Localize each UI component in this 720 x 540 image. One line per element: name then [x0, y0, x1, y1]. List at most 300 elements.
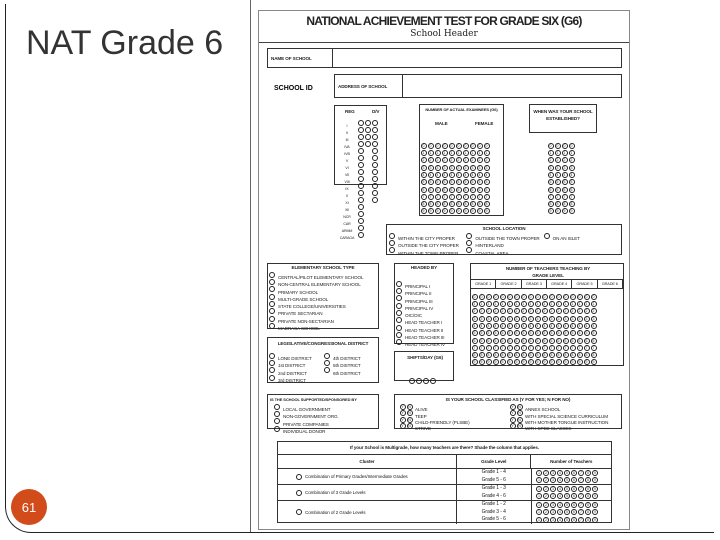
answer-bubble[interactable]: 2 [428, 157, 434, 163]
answer-bubble[interactable]: 9 [592, 486, 598, 492]
answer-bubble[interactable]: 7 [549, 345, 555, 351]
answer-bubble[interactable]: 5 [577, 330, 583, 336]
bubble-row[interactable] [536, 501, 612, 509]
bubble-row[interactable] [420, 149, 490, 156]
answer-bubble[interactable]: 9 [479, 359, 485, 365]
answer-bubble[interactable]: 9 [535, 359, 541, 365]
answer-bubble[interactable]: 9 [521, 359, 527, 365]
answer-bubble[interactable]: 3 [550, 477, 556, 483]
answer-bubble[interactable]: 8 [442, 201, 448, 207]
answer-bubble[interactable]: 4 [548, 172, 554, 178]
bubble-row[interactable] [471, 315, 597, 322]
answer-bubble[interactable]: 2 [477, 157, 483, 163]
answer-bubble[interactable]: 7 [477, 194, 483, 200]
answer-bubble[interactable]: 1 [507, 301, 513, 307]
answer-bubble[interactable]: 9 [463, 208, 469, 214]
region-bubble[interactable] [358, 204, 364, 210]
bubble-row[interactable] [471, 351, 597, 358]
answer-bubble[interactable]: 6 [571, 486, 577, 492]
answer-bubble[interactable]: 3 [550, 493, 556, 499]
answer-bubble[interactable]: 4 [421, 172, 427, 178]
answer-bubble[interactable]: 7 [584, 345, 590, 351]
option-item[interactable] [389, 247, 466, 254]
answer-bubble[interactable]: 0 [477, 143, 483, 149]
answer-bubble[interactable]: 7 [578, 517, 584, 523]
bubble-row[interactable] [536, 493, 612, 501]
answer-bubble[interactable]: 4 [591, 323, 597, 329]
no-bubble[interactable]: N [408, 405, 411, 409]
answer-bubble[interactable]: 6 [571, 493, 577, 499]
answer-bubble[interactable]: 2 [542, 308, 548, 314]
bubble-row[interactable] [420, 164, 490, 171]
region-bubble[interactable] [358, 197, 364, 203]
answer-bubble[interactable]: 8 [493, 352, 499, 358]
answer-bubble[interactable]: 1 [421, 150, 427, 156]
answer-bubble[interactable]: 7 [479, 345, 485, 351]
answer-bubble[interactable]: 6 [477, 187, 483, 193]
answer-bubble[interactable]: 1 [591, 301, 597, 307]
answer-bubble[interactable]: 4 [486, 323, 492, 329]
answer-bubble[interactable]: 1 [577, 301, 583, 307]
answer-bubble[interactable]: 1 [528, 301, 534, 307]
answer-bubble[interactable]: 9 [548, 208, 554, 214]
answer-bubble[interactable]: 0 [563, 294, 569, 300]
answer-bubble[interactable]: 2 [543, 517, 549, 523]
bubble-row[interactable] [547, 208, 575, 215]
option-item[interactable] [396, 324, 445, 331]
answer-bubble[interactable]: 5 [563, 330, 569, 336]
answer-bubble[interactable]: 3 [550, 486, 556, 492]
answer-bubble[interactable]: 1 [536, 509, 542, 515]
answer-bubble[interactable]: 0 [500, 294, 506, 300]
answer-bubble[interactable]: 8 [556, 352, 562, 358]
answer-bubble[interactable]: 7 [578, 486, 584, 492]
answer-bubble[interactable]: 7 [528, 345, 534, 351]
bubble-row[interactable] [471, 359, 597, 366]
answer-bubble[interactable]: 3 [500, 316, 506, 322]
answer-bubble[interactable]: 2 [591, 308, 597, 314]
bubble-row[interactable] [536, 509, 612, 517]
option-item[interactable] [396, 331, 445, 341]
answer-bubble[interactable]: 0 [514, 294, 520, 300]
answer-bubble[interactable]: 4 [570, 323, 576, 329]
division-bubble[interactable] [372, 127, 378, 133]
bubble-row[interactable] [536, 477, 612, 485]
division-bubble[interactable] [372, 190, 378, 196]
answer-bubble[interactable]: 7 [428, 194, 434, 200]
answer-bubble[interactable]: 7 [493, 345, 499, 351]
answer-bubble[interactable]: 9 [592, 502, 598, 508]
answer-bubble[interactable]: 2 [577, 308, 583, 314]
answer-bubble[interactable]: 1 [536, 486, 542, 492]
answer-bubble[interactable]: 6 [442, 187, 448, 193]
answer-bubble[interactable]: 4 [577, 323, 583, 329]
answer-bubble[interactable]: 2 [514, 308, 520, 314]
answer-bubble[interactable]: 2 [535, 308, 541, 314]
option-item[interactable] [396, 302, 445, 309]
answer-bubble[interactable]: 7 [563, 345, 569, 351]
answer-bubble[interactable]: 4 [470, 172, 476, 178]
division-bubble[interactable] [372, 134, 378, 140]
yes-bubble[interactable]: Y [511, 411, 514, 416]
answer-bubble[interactable]: 0 [528, 294, 534, 300]
answer-bubble[interactable]: 9 [592, 477, 598, 483]
answer-bubble[interactable]: 2 [543, 509, 549, 515]
answer-bubble[interactable]: 6 [577, 338, 583, 344]
no-bubble[interactable]: N [408, 411, 411, 416]
answer-bubble[interactable]: 7 [442, 194, 448, 200]
answer-bubble[interactable]: 9 [470, 208, 476, 214]
bubble-row[interactable] [420, 171, 490, 178]
answer-bubble[interactable]: 2 [543, 470, 549, 476]
answer-bubble[interactable]: 3 [442, 165, 448, 171]
answer-bubble[interactable]: 2 [500, 308, 506, 314]
option-item[interactable] [269, 359, 324, 369]
answer-bubble[interactable]: 7 [578, 509, 584, 515]
radio-icon[interactable] [396, 303, 402, 309]
option-item[interactable] [389, 232, 466, 239]
radio-icon[interactable] [389, 233, 395, 239]
radio-icon[interactable] [544, 233, 550, 239]
answer-bubble[interactable]: 2 [486, 308, 492, 314]
answer-bubble[interactable]: 5 [484, 179, 490, 185]
answer-bubble[interactable]: 7 [578, 477, 584, 483]
bubble-row[interactable] [471, 337, 597, 344]
answer-bubble[interactable]: 8 [521, 352, 527, 358]
answer-bubble[interactable]: 9 [421, 208, 427, 214]
answer-bubble[interactable]: 9 [569, 208, 575, 214]
answer-bubble[interactable]: 0 [569, 143, 575, 149]
answer-bubble[interactable]: 1 [536, 502, 542, 508]
answer-bubble[interactable]: 8 [456, 201, 462, 207]
answer-bubble[interactable]: 2 [584, 308, 590, 314]
radio-icon[interactable] [396, 281, 402, 287]
answer-bubble[interactable]: 7 [500, 345, 506, 351]
answer-bubble[interactable]: 3 [479, 316, 485, 322]
radio-icon[interactable] [269, 316, 275, 322]
answer-bubble[interactable]: 7 [555, 194, 561, 200]
answer-bubble[interactable]: 4 [514, 323, 520, 329]
answer-bubble[interactable]: 4 [557, 502, 563, 508]
answer-bubble[interactable]: 7 [472, 345, 478, 351]
answer-bubble[interactable]: 3 [521, 316, 527, 322]
answer-bubble[interactable]: 1 [514, 301, 520, 307]
answer-bubble[interactable]: 6 [493, 338, 499, 344]
answer-bubble[interactable]: 4 [542, 323, 548, 329]
answer-bubble[interactable]: 0 [479, 294, 485, 300]
answer-bubble[interactable]: 1 [428, 150, 434, 156]
answer-bubble[interactable]: 4 [479, 323, 485, 329]
radio-icon[interactable] [389, 247, 395, 253]
answer-bubble[interactable]: 4 [435, 172, 441, 178]
answer-bubble[interactable]: 6 [514, 338, 520, 344]
region-bubble[interactable] [358, 141, 364, 147]
radio-icon[interactable] [269, 360, 275, 366]
answer-bubble[interactable]: 4 [569, 172, 575, 178]
answer-bubble[interactable]: 5 [463, 179, 469, 185]
answer-bubble[interactable]: 2 [569, 157, 575, 163]
answer-bubble[interactable]: 6 [463, 187, 469, 193]
answer-bubble[interactable]: 5 [486, 330, 492, 336]
answer-bubble[interactable]: 4 [493, 323, 499, 329]
answer-bubble[interactable]: 5 [435, 179, 441, 185]
option-item[interactable] [396, 295, 445, 302]
answer-bubble[interactable]: 6 [500, 338, 506, 344]
answer-bubble[interactable]: 4 [557, 470, 563, 476]
answer-bubble[interactable]: 8 [570, 352, 576, 358]
answer-bubble[interactable]: 8 [585, 486, 591, 492]
answer-bubble[interactable]: 4 [549, 323, 555, 329]
answer-bubble[interactable]: 9 [591, 359, 597, 365]
answer-bubble[interactable]: 3 [435, 165, 441, 171]
answer-bubble[interactable]: 8 [428, 201, 434, 207]
answer-bubble[interactable]: 1 [570, 301, 576, 307]
bubble-row[interactable] [547, 171, 575, 178]
answer-bubble[interactable]: 2 [543, 477, 549, 483]
radio-icon[interactable] [269, 279, 275, 285]
option-item[interactable] [269, 322, 363, 332]
answer-bubble[interactable]: 1 [536, 517, 542, 523]
division-bubble[interactable] [372, 183, 378, 189]
answer-bubble[interactable]: 5 [548, 179, 554, 185]
answer-bubble[interactable]: 1 [542, 301, 548, 307]
answer-bubble[interactable]: 7 [556, 345, 562, 351]
bubble-row[interactable] [547, 186, 575, 193]
radio-icon[interactable] [269, 308, 275, 314]
answer-bubble[interactable]: 6 [535, 338, 541, 344]
bubble-row[interactable] [547, 142, 575, 149]
answer-bubble[interactable]: 7 [486, 345, 492, 351]
division-bubble[interactable] [372, 162, 378, 168]
answer-bubble[interactable]: 3 [514, 316, 520, 322]
radio-icon[interactable] [396, 317, 402, 323]
answer-bubble[interactable]: 8 [463, 201, 469, 207]
answer-bubble[interactable]: 6 [421, 187, 427, 193]
region-bubble[interactable] [358, 218, 364, 224]
answer-bubble[interactable]: 7 [578, 470, 584, 476]
answer-bubble[interactable]: 1 [556, 301, 562, 307]
answer-bubble[interactable]: 0 [556, 294, 562, 300]
answer-bubble[interactable]: 6 [571, 502, 577, 508]
answer-bubble[interactable]: 9 [570, 359, 576, 365]
answer-bubble[interactable]: 6 [571, 470, 577, 476]
answer-bubble[interactable]: 0 [542, 294, 548, 300]
radio-icon[interactable] [396, 288, 402, 294]
answer-bubble[interactable]: 9 [472, 359, 478, 365]
examinees-bubble-grid[interactable] [420, 142, 490, 215]
answer-bubble[interactable]: 4 [449, 172, 455, 178]
region-bubble[interactable] [358, 169, 364, 175]
answer-bubble[interactable]: 1 [435, 150, 441, 156]
answer-bubble[interactable]: 8 [477, 201, 483, 207]
answer-bubble[interactable]: 6 [571, 477, 577, 483]
answer-bubble[interactable]: 7 [591, 345, 597, 351]
answer-bubble[interactable]: 4 [521, 323, 527, 329]
answer-bubble[interactable]: 5 [564, 493, 570, 499]
answer-bubble[interactable]: 3 [550, 470, 556, 476]
radio-icon[interactable] [396, 325, 402, 331]
answer-bubble[interactable]: 8 [577, 352, 583, 358]
answer-bubble[interactable]: 8 [555, 201, 561, 207]
no-bubble[interactable]: N [518, 405, 521, 409]
radio-icon[interactable] [389, 240, 395, 246]
answer-bubble[interactable]: 0 [472, 294, 478, 300]
radio-icon[interactable] [296, 474, 302, 480]
answer-bubble[interactable]: 7 [570, 345, 576, 351]
division-bubble[interactable] [372, 176, 378, 182]
answer-bubble[interactable]: 8 [435, 201, 441, 207]
option-item[interactable] [324, 359, 379, 369]
classified-option[interactable] [509, 423, 619, 432]
teacher-bubbles-cell[interactable] [532, 485, 612, 500]
answer-bubble[interactable]: 9 [549, 359, 555, 365]
division-bubble[interactable] [372, 169, 378, 175]
option-item[interactable] [269, 315, 363, 322]
answer-bubble[interactable]: 8 [548, 201, 554, 207]
answer-bubble[interactable]: 4 [555, 172, 561, 178]
division-bubble[interactable] [365, 141, 371, 147]
option-item[interactable] [269, 271, 363, 278]
bubble-row[interactable] [536, 516, 612, 524]
answer-bubble[interactable]: 6 [521, 338, 527, 344]
answer-bubble[interactable]: 0 [428, 143, 434, 149]
answer-bubble[interactable]: 3 [570, 316, 576, 322]
answer-bubble[interactable]: 8 [479, 352, 485, 358]
answer-bubble[interactable]: 5 [570, 330, 576, 336]
no-bubble[interactable]: N [408, 423, 411, 428]
answer-bubble[interactable]: 0 [507, 294, 513, 300]
no-bubble[interactable]: N [518, 411, 521, 416]
radio-icon[interactable] [396, 332, 402, 338]
answer-bubble[interactable]: 5 [507, 330, 513, 336]
answer-bubble[interactable]: 5 [428, 179, 434, 185]
answer-bubble[interactable]: 6 [528, 338, 534, 344]
answer-bubble[interactable]: 1 [500, 301, 506, 307]
bubble-row[interactable] [420, 186, 490, 193]
answer-bubble[interactable]: 5 [449, 179, 455, 185]
answer-bubble[interactable]: 0 [584, 294, 590, 300]
bubble-row[interactable] [420, 208, 490, 215]
radio-icon[interactable] [269, 286, 275, 292]
answer-bubble[interactable]: 6 [435, 187, 441, 193]
answer-bubble[interactable]: 7 [521, 345, 527, 351]
bubble-row[interactable] [536, 469, 612, 477]
bubble-row[interactable] [420, 157, 490, 164]
answer-bubble[interactable]: 1 [477, 150, 483, 156]
cluster-cell[interactable] [278, 501, 457, 524]
division-bubble[interactable] [365, 127, 371, 133]
answer-bubble[interactable]: 9 [592, 517, 598, 523]
answer-bubble[interactable]: 9 [592, 509, 598, 515]
answer-bubble[interactable]: 3 [577, 316, 583, 322]
answer-bubble[interactable]: 6 [571, 517, 577, 523]
answer-bubble[interactable]: 7 [421, 194, 427, 200]
answer-bubble[interactable]: 2 [484, 157, 490, 163]
option-item[interactable] [269, 293, 363, 300]
answer-bubble[interactable]: 7 [484, 194, 490, 200]
answer-bubble[interactable]: 8 [542, 352, 548, 358]
answer-bubble[interactable]: 2 [555, 157, 561, 163]
answer-bubble[interactable]: 9 [528, 359, 534, 365]
answer-bubble[interactable]: 3 [569, 165, 575, 171]
answer-bubble[interactable]: 6 [556, 338, 562, 344]
answer-bubble[interactable]: 8 [569, 201, 575, 207]
answer-bubble[interactable]: 1 [536, 477, 542, 483]
answer-bubble[interactable]: 2 [435, 157, 441, 163]
answer-bubble[interactable]: 0 [470, 143, 476, 149]
answer-bubble[interactable]: 6 [472, 338, 478, 344]
answer-bubble[interactable]: 8 [484, 201, 490, 207]
answer-bubble[interactable]: 8 [585, 493, 591, 499]
option-item[interactable] [396, 316, 445, 326]
answer-bubble[interactable]: 1 [479, 301, 485, 307]
answer-bubble[interactable]: 0 [442, 143, 448, 149]
region-bubble[interactable] [358, 120, 364, 126]
bubble-row[interactable] [536, 485, 612, 493]
answer-bubble[interactable]: 2 [570, 308, 576, 314]
answer-bubble[interactable]: 3 [548, 165, 554, 171]
answer-bubble[interactable]: 9 [435, 208, 441, 214]
answer-bubble[interactable]: 1 [470, 150, 476, 156]
answer-bubble[interactable]: 1 [569, 150, 575, 156]
bubble-row[interactable] [420, 178, 490, 185]
yes-bubble[interactable]: Y [401, 405, 404, 409]
answer-bubble[interactable]: 8 [486, 352, 492, 358]
answer-bubble[interactable]: 3 [555, 165, 561, 171]
bubble-row[interactable] [420, 193, 490, 200]
answer-bubble[interactable]: 9 [484, 208, 490, 214]
no-bubble[interactable]: N [518, 417, 521, 422]
answer-bubble[interactable]: 4 [557, 493, 563, 499]
radio-icon[interactable] [296, 490, 302, 496]
answer-bubble[interactable]: 3 [470, 165, 476, 171]
division-bubble[interactable] [365, 134, 371, 140]
answer-bubble[interactable]: 0 [493, 294, 499, 300]
answer-bubble[interactable]: 4 [428, 172, 434, 178]
answer-bubble[interactable]: 0 [521, 294, 527, 300]
answer-bubble[interactable]: 7 [542, 345, 548, 351]
answer-bubble[interactable]: 1 [456, 150, 462, 156]
answer-bubble[interactable]: 2 [456, 157, 462, 163]
region-bubble[interactable] [358, 225, 364, 231]
answer-bubble[interactable]: 0 [591, 294, 597, 300]
option-item[interactable] [396, 309, 445, 319]
answer-bubble[interactable]: 2 [442, 157, 448, 163]
answer-bubble[interactable]: 2 [528, 308, 534, 314]
answer-bubble[interactable]: 2 [470, 157, 476, 163]
answer-bubble[interactable]: 9 [428, 208, 434, 214]
answer-bubble[interactable]: 5 [564, 517, 570, 523]
option-item[interactable] [269, 367, 324, 374]
cluster-cell[interactable] [278, 469, 457, 484]
answer-bubble[interactable]: 5 [456, 179, 462, 185]
option-item[interactable] [274, 403, 339, 410]
answer-bubble[interactable]: 6 [562, 187, 568, 193]
radio-icon[interactable] [274, 404, 280, 410]
option-item[interactable] [396, 338, 446, 348]
answer-bubble[interactable]: 2 [556, 308, 562, 314]
division-bubble[interactable] [372, 141, 378, 147]
cluster-cell[interactable] [278, 485, 457, 500]
answer-bubble[interactable]: 6 [549, 338, 555, 344]
radio-icon[interactable] [466, 240, 472, 246]
region-bubble[interactable] [358, 148, 364, 154]
answer-bubble[interactable]: 1 [548, 150, 554, 156]
answer-bubble[interactable]: 0 [562, 143, 568, 149]
answer-bubble[interactable]: 3 [584, 316, 590, 322]
bubble-row[interactable] [547, 178, 575, 185]
answer-bubble[interactable]: 8 [585, 517, 591, 523]
